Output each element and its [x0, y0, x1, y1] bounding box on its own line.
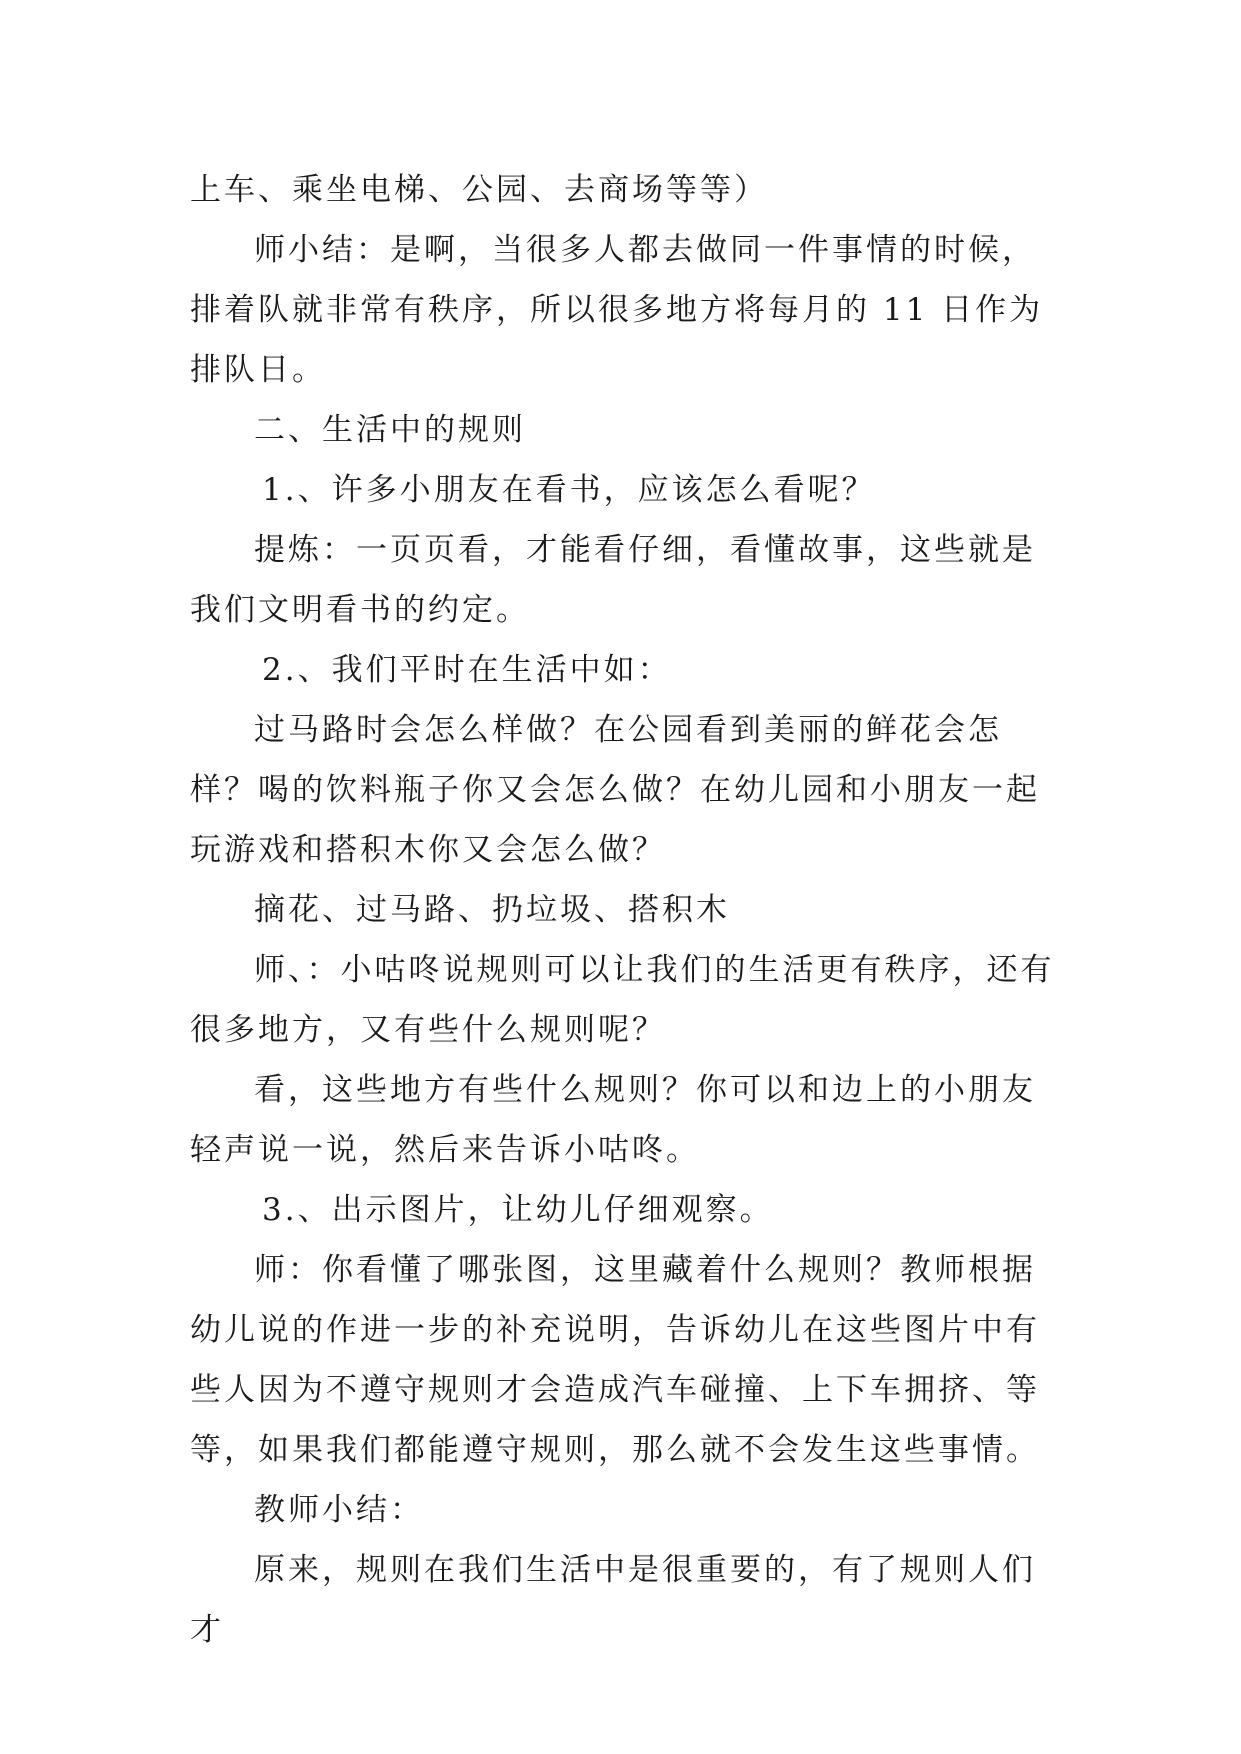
paragraph-continuation: 上车、乘坐电梯、公园、去商场等等） — [190, 172, 768, 208]
paragraph-refine: 提炼：一页页看，才能看仔细，看懂故事，这些就是我们文明看书的约定。 — [190, 532, 1036, 628]
paragraph-questions: 过马路时会怎么样做？在公园看到美丽的鲜花会怎样？喝的饮料瓶子你又会怎么做？在幼儿园和小朋友一起玩游戏和搭积木你又会怎么做？ — [190, 712, 1040, 868]
list-item-2: 2.、我们平时在生活中如： — [262, 652, 672, 688]
section-heading-rules-in-life: 二、生活中的规则 — [254, 412, 526, 448]
paragraph-summary-heading: 教师小结： — [254, 1492, 424, 1528]
document-body — [190, 160, 1060, 1660]
paragraph-look: 看，这些地方有些什么规则？你可以和边上的小朋友轻声说一说，然后来告诉小咕咚。 — [190, 1072, 1036, 1168]
paragraph-teacher-explain: 师：你看懂了哪张图，这里藏着什么规则？教师根据幼儿说的作进一步的补充说明，告诉幼儿在这些图片中有些人因为不遵守规则才会造成汽车碰撞、上下车拥挤、等等，如果我们都能遵守规则，那么就不会发生这些事情。 — [190, 1252, 1040, 1468]
paragraph-conclusion: 原来，规则在我们生活中是很重要的，有了规则人们才 — [190, 1552, 1036, 1648]
list-item-3: 3.、出示图片，让幼儿仔细观察。 — [262, 1192, 774, 1228]
paragraph-teacher-summary: 师小结：是啊，当很多人都去做同一件事情的时候，排着队就非常有秩序，所以很多地方将每月的 11 日作为排队日。 — [190, 232, 1044, 388]
list-item-1: 1.、许多小朋友在看书，应该怎么看呢？ — [262, 472, 876, 508]
paragraph-teacher-prompt: 师、：小咕咚说规则可以让我们的生活更有秩序，还有很多地方，又有些什么规则呢？ — [190, 952, 1055, 1048]
paragraph-keywords: 摘花、过马路、扔垃圾、搭积木 — [254, 892, 730, 928]
